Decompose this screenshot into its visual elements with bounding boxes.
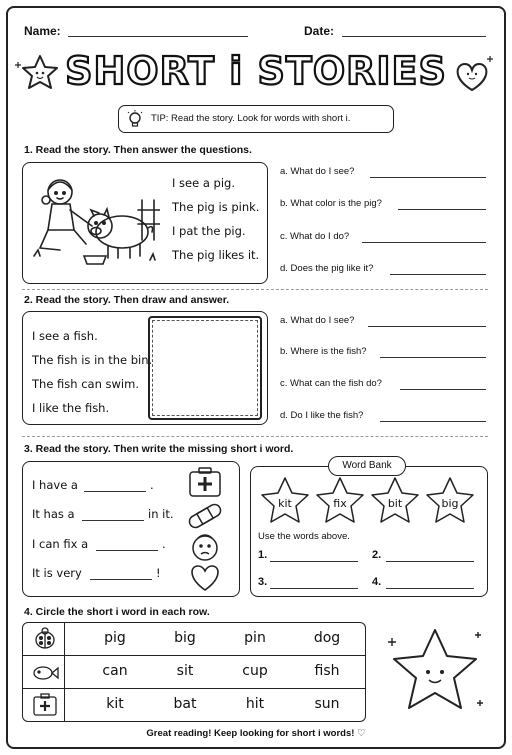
section2-title: 2. Read the story. Then draw and answer. (24, 294, 230, 306)
section1-title: 1. Read the story. Then answer the questions. (24, 144, 252, 156)
row-divider (22, 655, 366, 656)
section3-title: 3. Read the story. Then write the missing short i word. (24, 443, 294, 455)
word-bank-word: kit (278, 497, 292, 510)
answer-1b[interactable] (398, 209, 486, 210)
answer-2b[interactable] (380, 357, 486, 358)
heart-doodle-icon (458, 56, 493, 90)
story1-line: I see a pig. (172, 176, 235, 190)
word-bank-title: Word Bank (328, 456, 406, 476)
first-aid-kit-icon (34, 694, 56, 715)
question-2c: c. What can the fish do? (280, 378, 382, 389)
answer-2c[interactable] (400, 389, 486, 390)
choice-word[interactable]: cup (242, 663, 268, 679)
question-1c: c. What do I do? (280, 231, 350, 242)
choice-word[interactable]: kit (106, 696, 124, 712)
name-label: Name: (24, 24, 61, 38)
name-field[interactable] (68, 36, 248, 37)
blank-3[interactable] (96, 550, 158, 551)
choice-word[interactable]: fish (314, 663, 340, 679)
ladybug-icon (36, 628, 54, 648)
sick-face-icon (193, 535, 217, 560)
sentence-1-start: I have a (32, 478, 78, 492)
footer-text: Great reading! Keep looking for short i words! (146, 728, 355, 739)
choice-word[interactable]: can (102, 663, 128, 679)
date-label: Date: (304, 24, 335, 38)
sentence-3-start: I can fix a (32, 537, 89, 551)
word-answer-2[interactable] (386, 561, 474, 562)
word-bank-instruction: Use the words above. (258, 531, 350, 542)
answer-2d[interactable] (380, 421, 486, 422)
divider (22, 436, 488, 437)
word-answer-3[interactable] (270, 588, 358, 589)
tip-box (118, 105, 394, 133)
divider (22, 289, 488, 290)
story2-line: The fish is in the bin. (32, 353, 153, 367)
answer-number: 1. (258, 549, 268, 561)
star-doodle-icon (15, 56, 57, 88)
heart-icon (192, 566, 218, 590)
footer (0, 728, 512, 739)
answer-1a[interactable] (370, 177, 486, 178)
word-bank-word: big (441, 497, 459, 510)
date-field[interactable] (342, 36, 486, 37)
row-icons (30, 625, 60, 721)
story1-line: The pig likes it. (172, 248, 260, 262)
question-2a: a. What do I see? (280, 315, 355, 326)
blank-2[interactable] (82, 520, 144, 521)
sentence-4-end: ! (156, 566, 161, 580)
smiling-star-icon (380, 620, 490, 724)
story2-line: I see a fish. (32, 329, 98, 343)
word-answer-4[interactable] (386, 588, 474, 589)
blank-1[interactable] (84, 491, 146, 492)
question-1a: a. What do I see? (280, 166, 355, 177)
word-bank-word: fix (333, 497, 347, 510)
story2-line: I like the fish. (32, 401, 110, 415)
answer-number: 3. (258, 576, 268, 588)
choice-word[interactable]: bat (173, 696, 197, 712)
question-1d: d. Does the pig like it? (280, 263, 374, 274)
choice-word[interactable]: pig (104, 630, 126, 646)
answer-2a[interactable] (368, 326, 486, 327)
choice-word[interactable]: sit (176, 663, 194, 679)
answer-number: 4. (372, 576, 382, 588)
title-banner (0, 44, 512, 100)
choice-word[interactable]: pin (244, 630, 266, 646)
question-2b: b. Where is the fish? (280, 346, 367, 357)
fish-icon (34, 667, 58, 679)
answer-1c[interactable] (362, 242, 486, 243)
word-bank-word: bit (387, 497, 403, 510)
answer-1d[interactable] (390, 274, 486, 275)
column-divider (64, 622, 65, 722)
girl-with-pig-illustration (30, 170, 160, 276)
row-divider (22, 688, 366, 689)
choice-word[interactable]: hit (245, 696, 265, 712)
sentence-4-start: It is very (32, 566, 82, 580)
heart-icon: ♡ (357, 728, 366, 739)
choice-word[interactable]: dog (313, 630, 341, 646)
tip-text: TIP: Read the story. Look for words with short i. (151, 113, 351, 124)
drawing-area[interactable] (148, 316, 262, 420)
sentence-3-end: . (162, 537, 166, 551)
sentence-1-end: . (150, 478, 154, 492)
story1-line: The pig is pink. (172, 200, 260, 214)
lightbulb-icon (125, 109, 145, 129)
question-1b: b. What color is the pig? (280, 198, 382, 209)
first-aid-kit-icon (190, 468, 220, 496)
story2-line: The fish can swim. (32, 377, 139, 391)
bandage-icon (187, 502, 222, 529)
blank-4[interactable] (90, 579, 152, 580)
sentence-2-end: in it. (148, 507, 174, 521)
word-answer-1[interactable] (270, 561, 358, 562)
choice-word[interactable]: sun (314, 696, 340, 712)
story1-line: I pat the pig. (172, 224, 246, 238)
section3-icons (186, 466, 226, 594)
question-2d: d. Do I like the fish? (280, 410, 364, 421)
choice-word[interactable]: big (174, 630, 196, 646)
page-title: SHORT i STORIES (65, 49, 447, 93)
sentence-2-start: It has a (32, 507, 75, 521)
section4-title: 4. Circle the short i word in each row. (24, 606, 210, 618)
answer-number: 2. (372, 549, 382, 561)
